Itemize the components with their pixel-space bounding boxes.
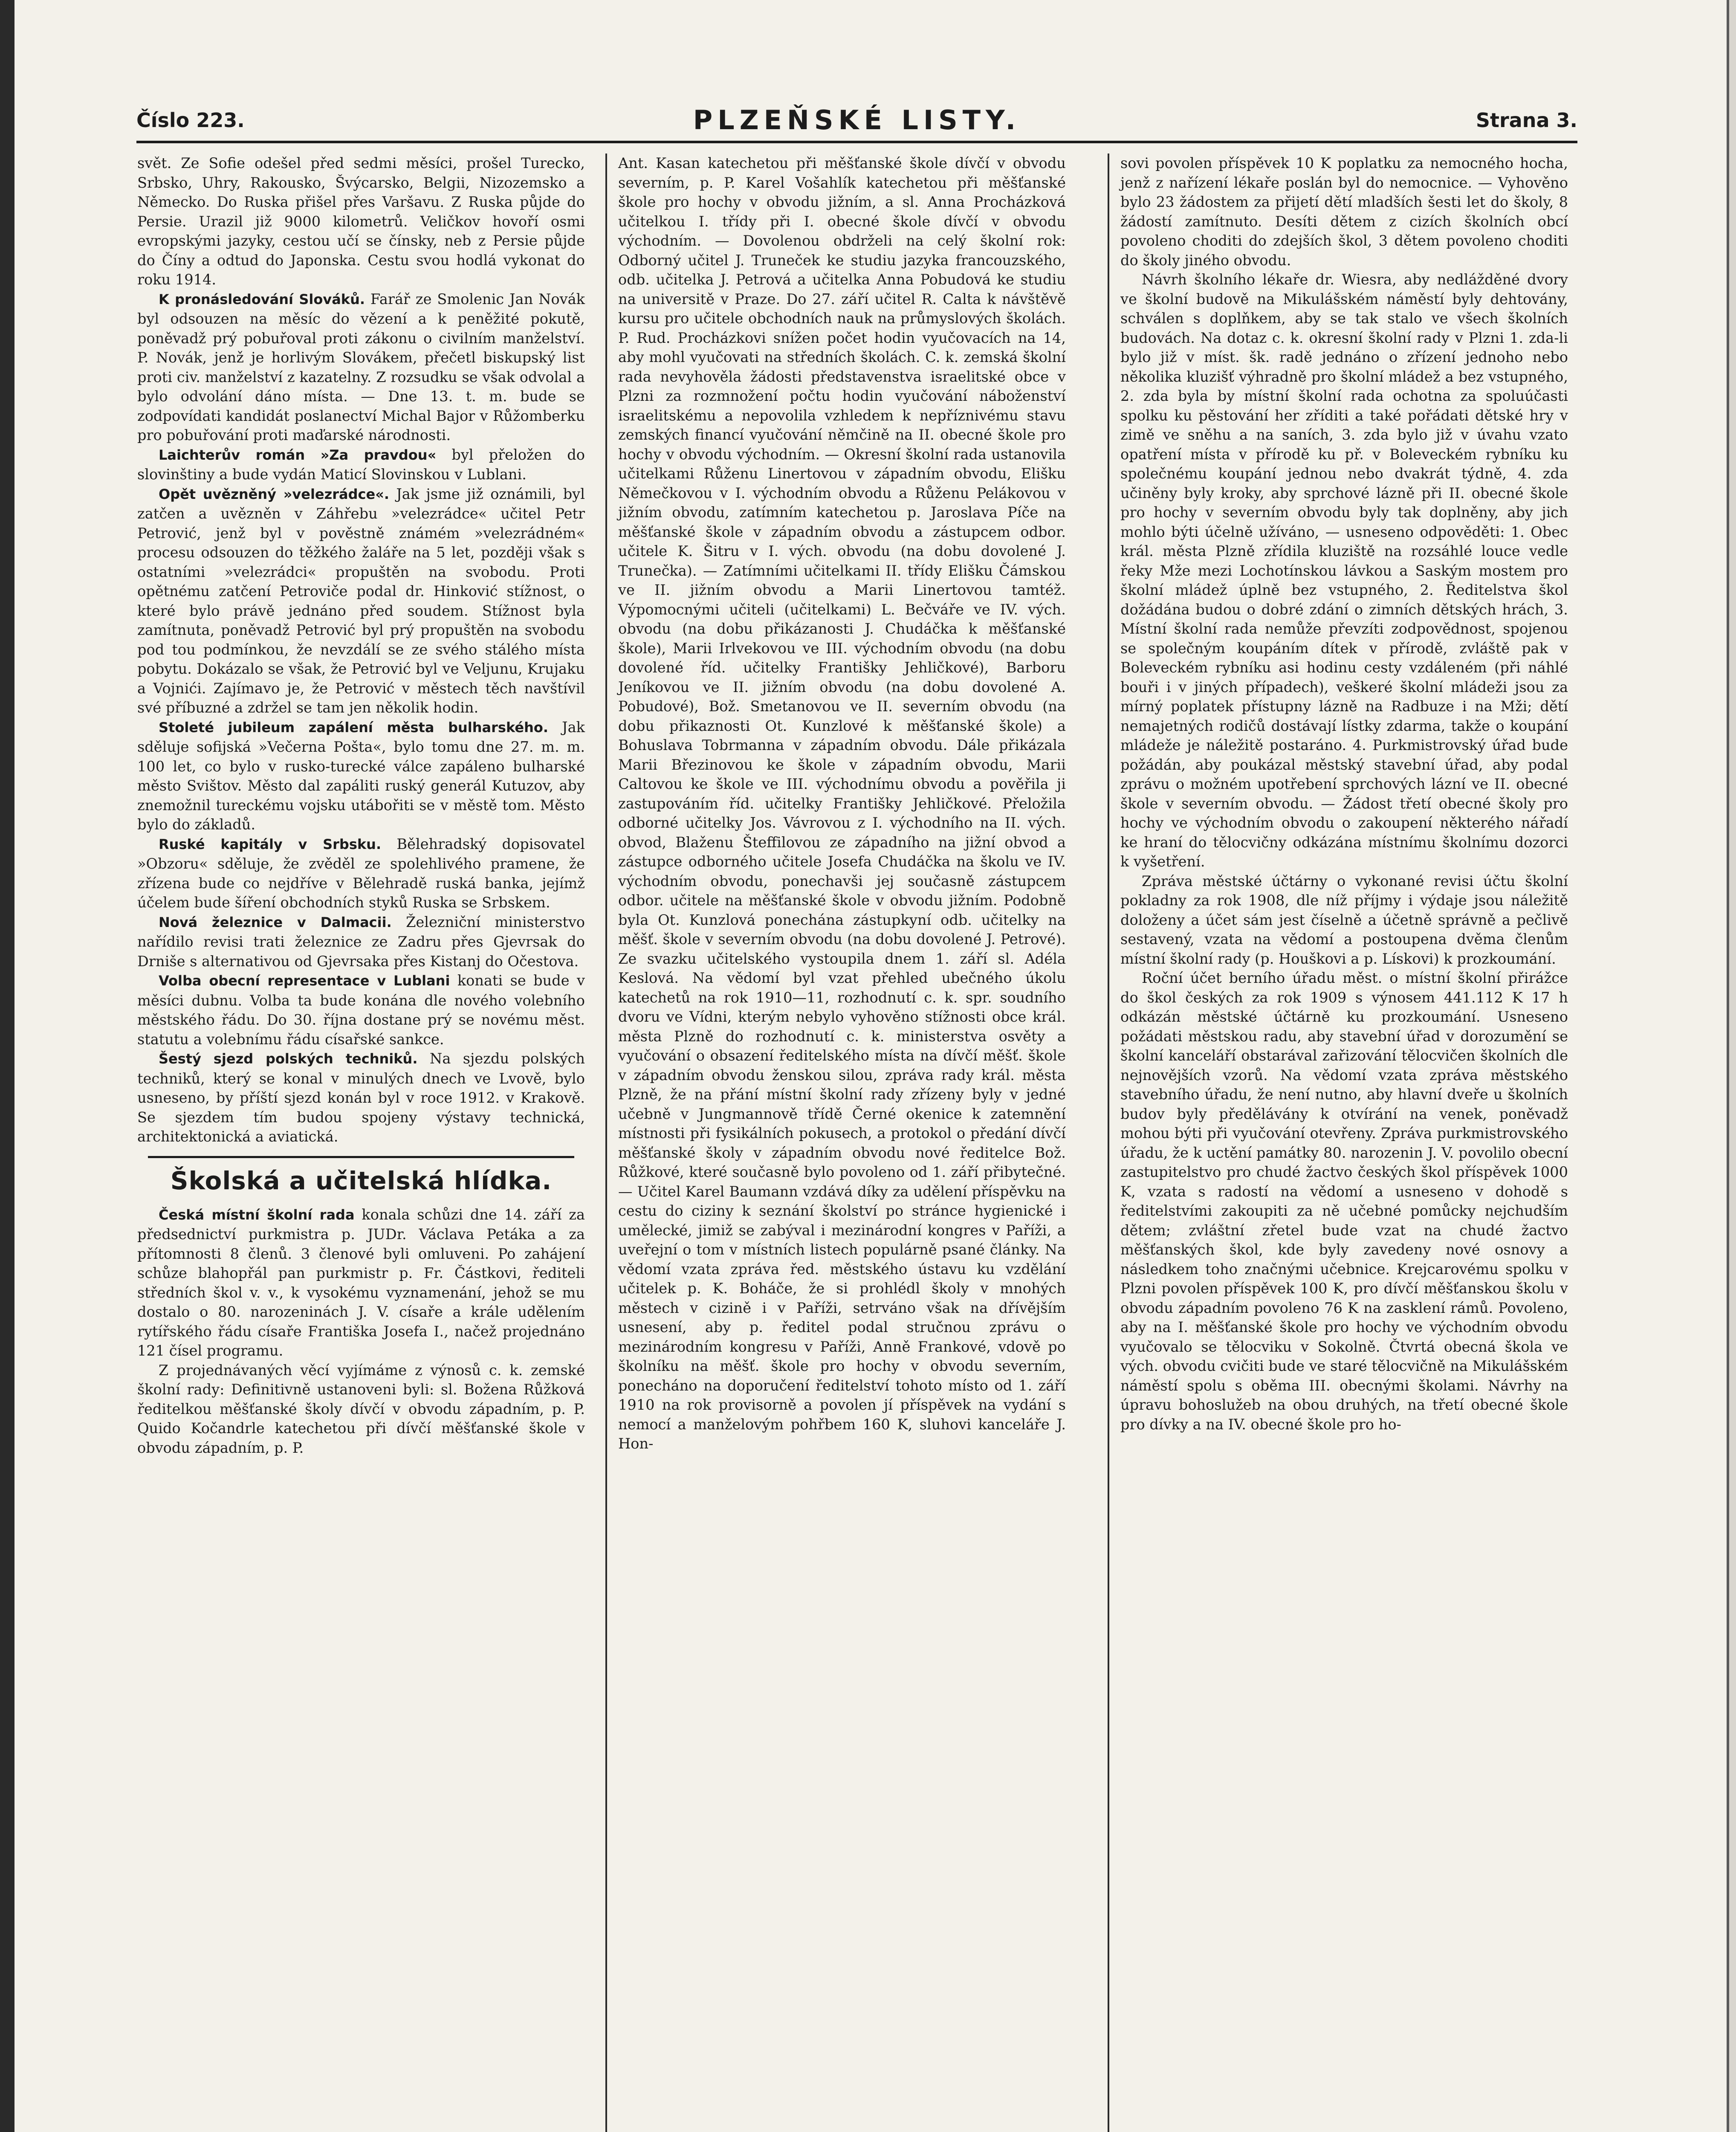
issue-number: Číslo 223.	[136, 109, 245, 132]
column-3	[1120, 154, 1568, 1434]
article	[137, 1049, 585, 1147]
column-divider-1	[605, 154, 607, 2132]
scan-edge-left	[0, 0, 14, 2132]
header-rule	[136, 141, 1577, 143]
article-headline: K pronásledování Slováků.	[159, 291, 365, 307]
article-headline: Laichterův román »Za pravdou«	[159, 446, 437, 463]
page-number: Strana 3.	[1476, 109, 1577, 132]
article-text: konati se bude v měsíci dubnu. Volba ta bude konána dle nového volebního městského řádu. Do 30. října dostane prý se novému měst. statutu a volebnímu řádu císařské sankce.	[137, 972, 585, 1048]
article-text: Na sjezdu polských techniků, který se konal v minulých dnech ve Lvově, bylo usneseno, by příští sjezd konán byl v roce 1912. v Krakově. Se sjezdem tím budou spojeny výstavy technická, architektonická a aviatická.	[137, 1050, 585, 1145]
newspaper-title: PLZEŇSKÉ LISTY.	[693, 104, 1021, 136]
article-headline: Ruské kapitály v Srbsku.	[159, 836, 382, 852]
article-text: Návrh školního lékaře dr. Wiesra, aby nedlážděné dvory ve školní budově na Mikulášském náměstí byly dehtovány, schválen s doplňkem, aby se tak stalo ve všech školních budovách. Na dotaz c. k. okresní školní rady v Plzni 1. zda-li bylo již v míst. šk. radě jednáno o zřízení jednoho nebo několika kluzišť výhradně pro školní mládež a bez vstupného, 2. zda byla by místní školní rada ochotna za spoluúčasti spolku ku pěstování her zříditi a také pořádati dětské hry v zimě ve sněhu a na saních, 3. zda bylo již v úvahu vzato opatření místa v přírodě ku př. v Boleveckém rybníku ku společnému koupání jednou nebo dvakrát týdně, 4. zda učiněny byly kroky, aby sprchové lázně při II. obecné škole pro hochy v severním obvodu byly tak doplněny, aby jich mohlo býti účelně užíváno, — usneseno odpověděti: 1. Obec král. města Plzně zřídila kluziště na rozsáhlé louce vedle řeky Mže mezi Lochotínskou lávkou a Saským mostem pro školní mládež úplně bez vstupného, 2. Ředitelstva škol dožádána budou o dobré zdání o zimních dětských hrách, 3. Místní školní rada nemůže převzíti zodpovědnost, spojenou se společným koupáním dítek v přírodě, zvláště pak v Boleveckém rybníku asi hodinu cesty vzdáleném (při náhlé bouři i v jiných případech), veškeré školní mládeži jsou za mírný poplatek přístupny lázně na Radbuze i na Mži; dětí nemajetných rodičů dostávají lístky zdarma, takže o koupání mládeže je náležitě postaráno. 4. Purkmistrovský úřad bude požádán, aby poukázal městský stavební úřad, aby podal zprávu o možném upotřebení sprchových lázní ve II. obecné škole v severním obvodu. — Žádost třetí obecné školy pro hochy ve východním obvodu o zakoupení některého nářadí ke hraní do tělocvičny odkázána místnímu školnímu dozorci k vyšetření.	[1120, 271, 1568, 870]
article-headline: Šestý sjezd polských techniků.	[159, 1051, 418, 1067]
article-text: konala schůzi dne 14. září za předsednictví purkmistra p. JUDr. Václava Petáka a za přítomnosti 8 členů. 3 členové byli omluveni. Po zahájení schůze blahopřál pan purkmistr p. Fr. Částkovi, řediteli středních škol v. v., k vysokému vyznamenání, jehož se mu dostalo o 80. narozeninách J. V. císaře a krále udělením rytířského řádu císaře Františka Josefa I., načež projednáno 121 čísel programu.	[137, 1206, 585, 1359]
article-headline: Stoleté jubileum zapálení města bulharského.	[159, 719, 548, 736]
article	[137, 718, 585, 834]
article-text: byl přeložen do slovinštiny a bude vydán Maticí Slovinskou v Lublani.	[137, 446, 585, 483]
page-header	[136, 96, 1577, 139]
article-headline: Nová železnice v Dalmacii.	[159, 914, 392, 930]
article	[137, 484, 585, 718]
article-text: Roční účet berního úřadu měst. o místní školní přirážce do škol českých za rok 1909 s výnosem 441.112 K 17 h odkázán městské účtárně ku prozkoumání. Usneseno požádati městskou radu, aby stavební úřad v dorozumění se školní kanceláří obstarával zařizování tělocvičen školních dle nejnovějších vzorů. Na vědomí vzata zpráva městského stavebního úřadu, že není nutno, aby hlavní dveře u školních budov byly předělávány k otvírání na venek, poněvadž mohou býti při vyučování otevřeny. Zpráva purkmistrovského úřadu, že k uctění památky 80. narozenin J. V. povolilo obecní zastupitelstvo pro chudé žactvo českých škol příspěvek 1000 K, vzata s radostí na vědomí a usneseno v dohodě s ředitelstvími zakoupiti za ně učebné pomůcky nejchudším dětem; zvláštní zřetel bude vzat na chudé žactvo měšťanských škol, kde byly zavedeny nové osnovy a následkem toho značnými učebnice. Krejcarovému spolku v Plzni povolen příspěvek 100 K, pro dívčí měšťanskou školu v obvodu západním povoleno 76 K na zasklení rámů. Povoleno, aby na I. měšťanské škole pro hochy ve východním obvodu vyučovalo se tělocviku v Sokolně. Čtvrtá obecná škola ve vých. obvodu cvičiti bude ve staré tělocvičně na Mikulášském náměstí spolu s oběma III. obecnými školami. Návrhy na úpravu bohoslužeb na obou druhých, na třetí obecné škole pro dívky a na IV. obecné škole pro ho-	[1120, 970, 1568, 1433]
article-headline: Opět uvězněný »velezrádce«.	[159, 486, 390, 502]
article-text: svět. Ze Sofie odešel před sedmi měsíci, prošel Turecko, Srbsko, Uhry, Rakousko, Švýcarsko, Belgii, Nizozemsko a Německo. Do Ruska přišel přes Varšavu. Z Ruska půjde do Persie. Urazil již 9000 kilometrů. Veličkov hovoří osmi evropskými jazyky, cestou učí se čínsky, neb z Persie půjde do Číny a odtud do Japonska. Cestu svou hodlá vykonat do roku 1914.	[137, 155, 585, 288]
column-2	[618, 154, 1066, 1454]
article	[137, 834, 585, 912]
article-headline: Volba obecní representace v Lublani	[159, 973, 450, 989]
article-text: Jak jsme již oznámili, byl zatčen a uvězněn v Záhřebu »velezrádce« učitel Petr Petrović, jenž byl v pověstně známém »velezrádném« procesu odsouzen do těžkého žaláře na 5 let, později však s ostatními »velezrádci« propuštěn na svobodu. Proti opětnému zatčení Petroviče podal dr. Hinković stížnost, o které bylo právě jednáno před soudem. Stížnost byla zamítnuta, poněvadž Petrović byl prý propuštěn na svobodu pod tou podmínkou, že nevzdálí se ze svého stálého místa pobytu. Dokázalo se však, že Petrović byl ve Veljunu, Krujaku a Vojnići. Zajímavo je, že Petrović v městech těch navštívil své příbuzné a zdržel se tam jen několik hodin.	[137, 485, 585, 716]
section-rule	[148, 1156, 574, 1158]
article-headline: Česká místní školní rada	[159, 1206, 355, 1223]
column-divider-2	[1108, 154, 1109, 2132]
article	[137, 1205, 585, 1361]
article	[137, 912, 585, 971]
article-text: Jak sděluje sofijská »Večerna Pošta«, bylo tomu dne 27. m. m. 100 let, co bylo v rusko-turecké válce zapáleno bulharské město Svištov. Město dal zapáliti ruský generál Kutuzov, aby znemožnil tureckému vojsku utábořiti se v městě tom. Město bylo do základů.	[137, 718, 585, 833]
article-text: Z projednávaných věcí vyjímáme z výnosů c. k. zemské školní rady: Definitivně ustanoveni byli: sl. Božena Růžková ředitelkou měšťanské školy dívčí v obvodu západním, p. P. Quido Kočandrle katechetou při dívčí měšťanské škole v obvodu západním, p. P.	[137, 1361, 585, 1456]
column-1	[137, 154, 585, 1457]
article-text: Farář ze Smolenic Jan Novák byl odsouzen na měsíc do vězení a k peněžité pokutě, poněvadž prý pobuřoval proti zákonu o civilním manželství. P. Novák, jenž je horlivým Slovákem, přečetl biskupský list proti civ. manželství z kazatelny. Z rozsudku se však odvolal a bylo odvolání dáno místa. — Dne 13. t. m. bude se zodpovídati kandidát poslanectví Michal Bajor v Růžomberku pro pobuřování proti maďarské národnosti.	[137, 290, 585, 443]
article-text: Bělehradský dopisovatel »Obzoru« sděluje, že zvěděl ze spolehlivého pramene, že zřízena bude co nejdříve v Bělehradě ruská banka, jejímž účelem bude šíření obchodních styků Ruska se Srbskem.	[137, 835, 585, 911]
article-text: Zpráva městské účtárny o vykonané revisi účtu školní pokladny za rok 1908, dle níž příjmy i výdaje jsou náležitě doloženy a účet sám jest číselně a účetně správně a pečlivě sestavený, vzata na vědomí a postoupena dvěma členům místní školní rady (p. Houškovi a p. Lískovi) k prozkoumání.	[1120, 872, 1568, 967]
article-text: sovi povolen příspěvek 10 K poplatku za nemocného hocha, jenž z nařízení lékaře poslán byl do nemocnice. — Vyhověno bylo 23 žádostem za přijetí dětí mladších šesti let do školy, 8 žádostí zamítnuto. Desíti dětem z cizích školních obcí povoleno choditi do zdejších škol, 3 dětem povoleno choditi do školy jiného obvodu.	[1120, 155, 1568, 269]
article	[137, 445, 585, 484]
article-text: Železniční ministerstvo nařídilo revisi trati železnice ze Zadru přes Gjevrsak do Drniše s alternativou od Gjevrsaka přes Kistanj do Očestova.	[137, 913, 585, 970]
article	[137, 971, 585, 1049]
scan-edge-right	[1727, 0, 1736, 2132]
section-title: Školská a učitelská hlídka.	[170, 1166, 552, 1195]
article-text: Ant. Kasan katechetou při měšťanské škole dívčí v obvodu severním, p. P. Karel Vošahlík katechetou při měšťanské škole pro hochy v obvodu jižním, a sl. Anna Procházková učitelkou I. třídy při I. obecné škole dívčí v obvodu východním. — Dovolenou obdrželi na celý školní rok: Odborný učitel J. Truneček ke studiu jazyka francouzského, odb. učitelka J. Petrová a učitelka Anna Pobudová ke studiu na universitě v Praze. Do 27. září učitel R. Calta k návštěvě kursu pro učitele obchodních nauk na průmyslových školách. P. Rud. Procházkovi snížen počet hodin vyučovacích na 14, aby mohl vyučovati na středních školách. C. k. zemská školní rada nevyhověla žádosti představenstva israelitské obce v Plzni za rozmnožení počtu hodin vyučování náboženství israelitskému a nepovolila vzhledem k nepříznivému stavu zemských financí vyučování němčině na II. obecné škole pro hochy v obvodu východním. — Okresní školní rada ustanovila učitelkami Růženu Linertovou v západním obvodu, Elišku Němečkovou v I. východním obvodu a Růženu Pelákovou v jižním obvodu, zatímním katechetou p. Jaroslava Píče na měšťanské škole v západním obvodu a zástupcem odbor. učitele K. Šitru v I. vých. obvodu (na dobu dovolené J. Trunečka). — Zatímními učitelkami II. třídy Elišku Čámskou ve II. jižním obvodu a Marii Linertovou tamtéž. Výpomocnými učiteli (učitelkami) L. Bečváře ve IV. vých. obvodu (na dobu přikázanosti J. Chudáčka k měšťanské škole), Marii Irlvekovou ve III. východním obvodu (na dobu dovolené říd. učitelky Františky Jehličkové), Barboru Jeníkovou ve II. jižním obvodu (na dobu dovolené A. Pobudové), Bož. Smetanovou ve II. severním obvodu (na dobu přikaznosti Ot. Kunzlové k měšťanské škole) a Bohuslava Tobrmanna v západním obvodu. Dále přikázala Marii Březinovou ke škole v západním obvodu, Marii Caltovou ke škole ve III. východnímu obvodu a pověřila ji zastupováním říd. učitelky Františky Jehličkové. Přeložila odborné učitelky Jos. Vávrovou z I. východního na II. vých. obvod, Blaženu Šteffilovou ze západního na jižní obvod a zástupce odborného učitele Josefa Chudáčka na školu ve IV. východním obvodu, ponechavši jej současně zástupcem odbor. učitele na měšťanské škole v obvodu jižním. Podobně byla Ot. Kunzlová ponechána zástupkyní odb. učitelky na měšť. škole v severním obvodu (na dobu dovolené J. Petrové). Ze svazku učitelského vystoupila dnem 1. září sl. Adéla Keslová. Na vědomí byl vzat přehled ubečného úkolu katechetů na rok 1910—11, rozhodnutí c. k. spr. soudního dvoru ve Vídni, kterým nebylo vyhověno stížnosti obce král. města Plzně do rozhodnutí c. k. ministerstva osvěty a vyučování o obsazení ředitelského místa na dívčí měšť. škole v západním obvodu ženskou silou, zpráva rady král. města Plzně, že na přání místní školní rady zřízeny byly v jedné učebně v Jungmannově třídě Černé okenice k zatemnění místnosti při fysikálních pokusech, a protokol o předání dívčí měšťanské školy v západním obvodu nové ředitelce Bož. Růžkové, které současně bylo povoleno od 1. září přibytečné. — Učitel Karel Baumann vzdává díky za udělení příspěvku na cestu do ciziny k seznání školství po stránce hygienické i umělecké, jimiž se zabýval i mezinárodní kongres v Paříži, a uveřejní o tom v místních listech populárně psané články. Na vědomí vzata zpráva řed. městského ústavu ku vzdělání učitelek p. K. Boháče, že si prohlédl školy v mnohých městech v cizině i v Paříži, setrváno však na dřívějším usnesení, aby p. ředitel podal stručnou zprávu o mezinárodním kongresu v Paříži, Anně Frankové, vdově po školníku na měšť. škole pro hochy v obvodu severním, ponecháno na doporučení ředitelství tohoto místo od 1. září 1910 na rok provisorně a povolen jí příspěvek na vydání s nemocí a manželovým pohřbem 160 K, sluhovi kanceláře J. Hon-	[618, 155, 1066, 1452]
article	[137, 290, 585, 445]
